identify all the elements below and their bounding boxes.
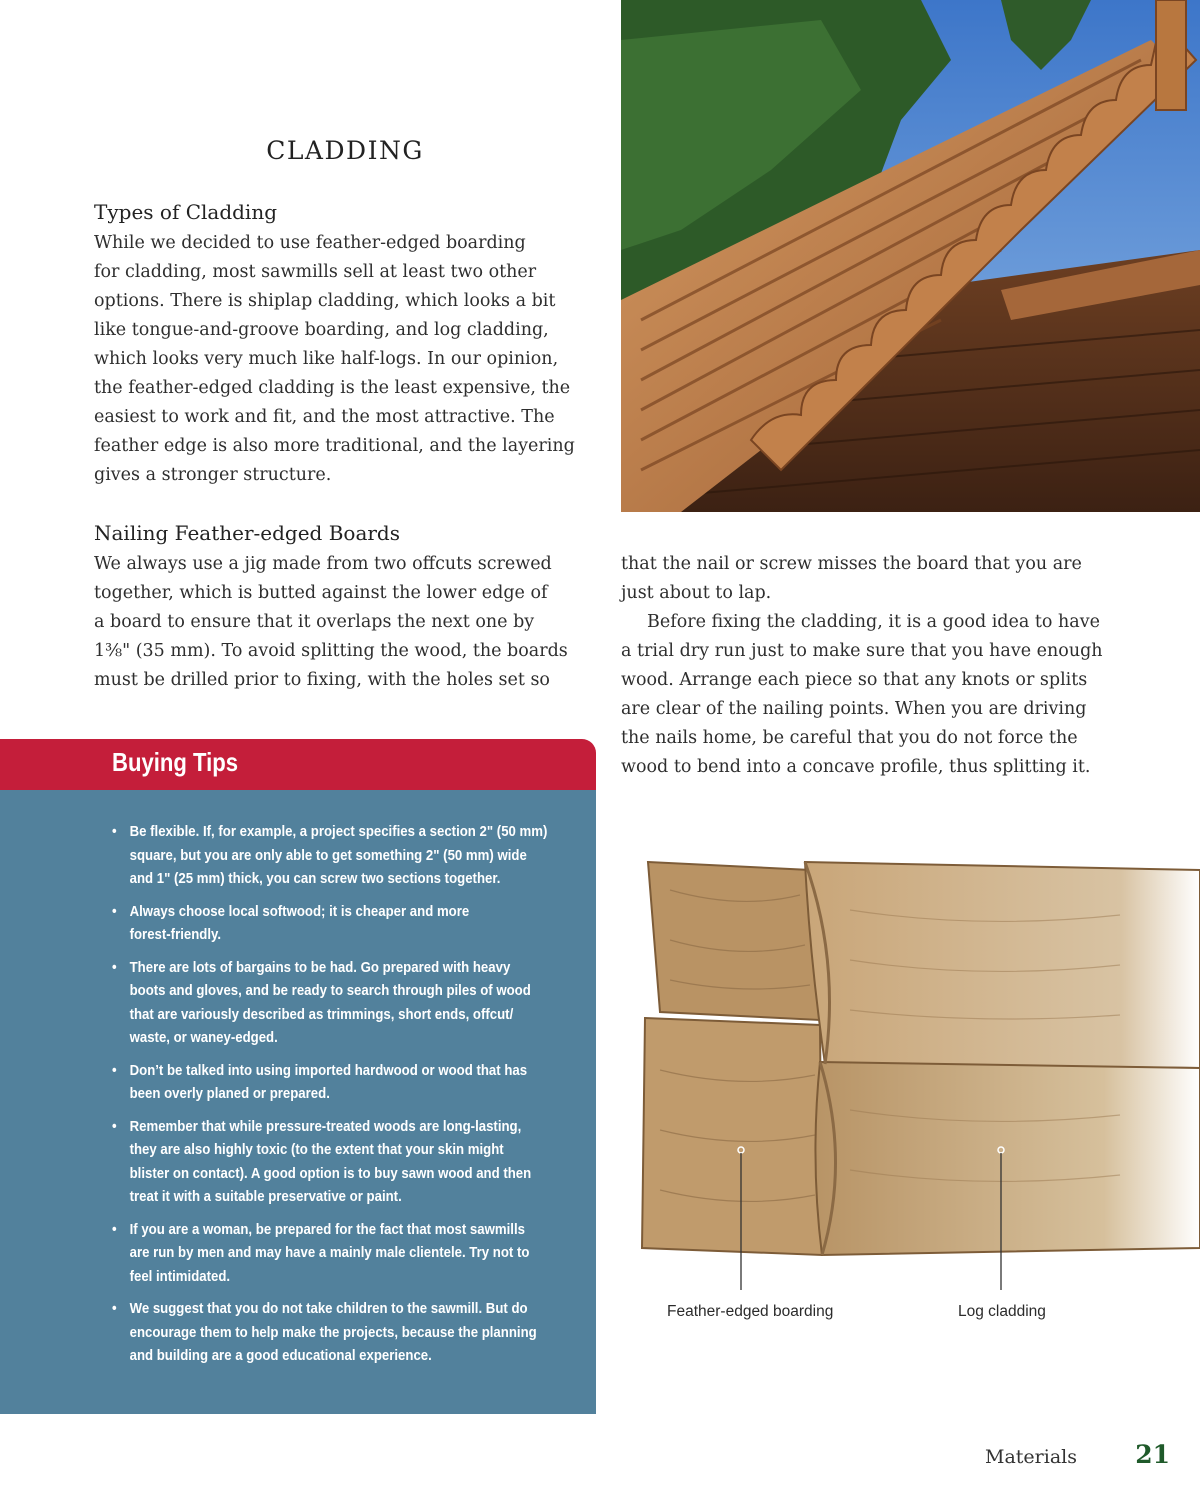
- list-item: [112, 1297, 596, 1368]
- text-line: like tongue-and-groove boarding, and log cladding,: [94, 320, 549, 340]
- types-heading: Types of Cladding: [94, 200, 278, 224]
- buying-tips-header: [0, 739, 596, 790]
- bullet: •: [112, 823, 117, 840]
- text-line: easiest to work and fit, and the most attractive. The: [94, 407, 555, 427]
- text-line: 1⅜" (35 mm). To avoid splitting the wood, the boards: [94, 641, 568, 661]
- bullet: •: [112, 1220, 117, 1238]
- text-line: feel intimidated.: [129, 1267, 231, 1285]
- text-line: together, which is butted against the lower edge of: [94, 583, 548, 603]
- feather-edged-caption: Feather-edged boarding: [667, 1303, 834, 1320]
- text-line: forest-friendly.: [129, 926, 222, 943]
- text-line: wood to bend into a concave profile, thus splitting it.: [621, 757, 1091, 777]
- text-line: Before fixing the cladding, it is a good idea to have: [647, 612, 1100, 632]
- buying-tips-title: Buying Tips: [112, 747, 239, 777]
- text-line: waste, or waney-edged.: [129, 1029, 278, 1046]
- text-line: been overly planed or prepared.: [129, 1085, 330, 1102]
- list-item: [112, 820, 596, 891]
- text-line: Don’t be talked into using imported hardwood or wood that has: [129, 1061, 528, 1079]
- bullet: •: [112, 958, 117, 976]
- buying-tips-list: [112, 820, 582, 1377]
- text-line: and 1" (25 mm) thick, you can screw two sections together.: [129, 870, 501, 887]
- text-line: We suggest that you do not take children to the sawmill. But do: [129, 1300, 528, 1317]
- text-line: While we decided to use feather-edged boarding: [94, 233, 526, 253]
- text-line: gives a stronger structure.: [94, 465, 332, 485]
- text-line: must be drilled prior to fixing, with the holes set so: [94, 670, 550, 690]
- types-paragraph: [94, 229, 594, 490]
- text-line: treat it with a suitable preservative or paint.: [129, 1188, 402, 1205]
- text-line: the nails home, be careful that you do not force the: [621, 728, 1078, 748]
- text-line: We always use a jig made from two offcuts screwed: [94, 554, 552, 574]
- running-footer-section: Materials: [985, 1446, 1077, 1468]
- text-line: and building are a good educational experience.: [129, 1347, 432, 1364]
- text-line: just about to lap.: [621, 583, 772, 603]
- text-line: the feather-edged cladding is the least expensive, the: [94, 378, 571, 398]
- text-line: that are variously described as trimmings, short ends, offcut/: [129, 1005, 514, 1023]
- text-line: square, but you are only able to get something 2" (50 mm) wide: [129, 846, 527, 864]
- text-line: Remember that while pressure-treated woods are long-lasting,: [129, 1117, 522, 1135]
- page-title: CLADDING: [266, 136, 424, 165]
- text-line: they are also highly toxic (to the extent that your skin might: [129, 1141, 504, 1158]
- bullet: •: [112, 1300, 117, 1317]
- text-line: options. There is shiplap cladding, which looks a bit: [94, 291, 556, 311]
- text-line: If you are a woman, be prepared for the fact that most sawmills: [129, 1220, 525, 1238]
- list-item: [112, 1059, 596, 1106]
- text-line: wood. Arrange each piece so that any knots or splits: [621, 670, 1088, 690]
- text-line: a board to ensure that it overlaps the next one by: [94, 612, 535, 632]
- bullet: •: [112, 1061, 117, 1079]
- list-item: [112, 1218, 596, 1289]
- roof-gable-photo: [621, 0, 1200, 512]
- text-line: Be flexible. If, for example, a project specifies a section 2" (50 mm): [129, 823, 548, 840]
- text-line: a trial dry run just to make sure that you have enough: [621, 641, 1103, 661]
- text-line: Always choose local softwood; it is cheaper and more: [129, 902, 470, 920]
- text-line: boots and gloves, and be ready to search through piles of wood: [129, 982, 531, 999]
- bullet: •: [112, 902, 117, 920]
- text-line: encourage them to help make the projects, because the planning: [129, 1323, 537, 1341]
- text-line: blister on contact). A good option is to buy sawn wood and then: [129, 1164, 532, 1182]
- text-line: There are lots of bargains to be had. Go prepared with heavy: [129, 958, 511, 976]
- nailing-heading: Nailing Feather-edged Boards: [94, 521, 400, 545]
- page-number: 21: [1135, 1440, 1170, 1469]
- cladding-boards-illustration: [600, 850, 1200, 1290]
- nailing-continued: [621, 550, 1121, 782]
- text-line: feather edge is also more traditional, and the layering: [94, 436, 575, 456]
- buying-tips-box: [0, 790, 596, 1414]
- nailing-paragraph: [94, 550, 594, 695]
- list-item: [112, 900, 596, 947]
- text-line: for cladding, most sawmills sell at least two other: [94, 262, 537, 282]
- log-cladding-caption: Log cladding: [958, 1303, 1046, 1320]
- list-item: [112, 1115, 596, 1209]
- list-item: [112, 956, 596, 1050]
- text-line: are run by men and may have a mainly male clientele. Try not to: [129, 1244, 530, 1261]
- bullet: •: [112, 1117, 117, 1135]
- text-line: are clear of the nailing points. When you are driving: [621, 699, 1087, 719]
- text-line: which looks very much like half-logs. In our opinion,: [94, 349, 559, 369]
- text-line: that the nail or screw misses the board that you are: [621, 554, 1082, 574]
